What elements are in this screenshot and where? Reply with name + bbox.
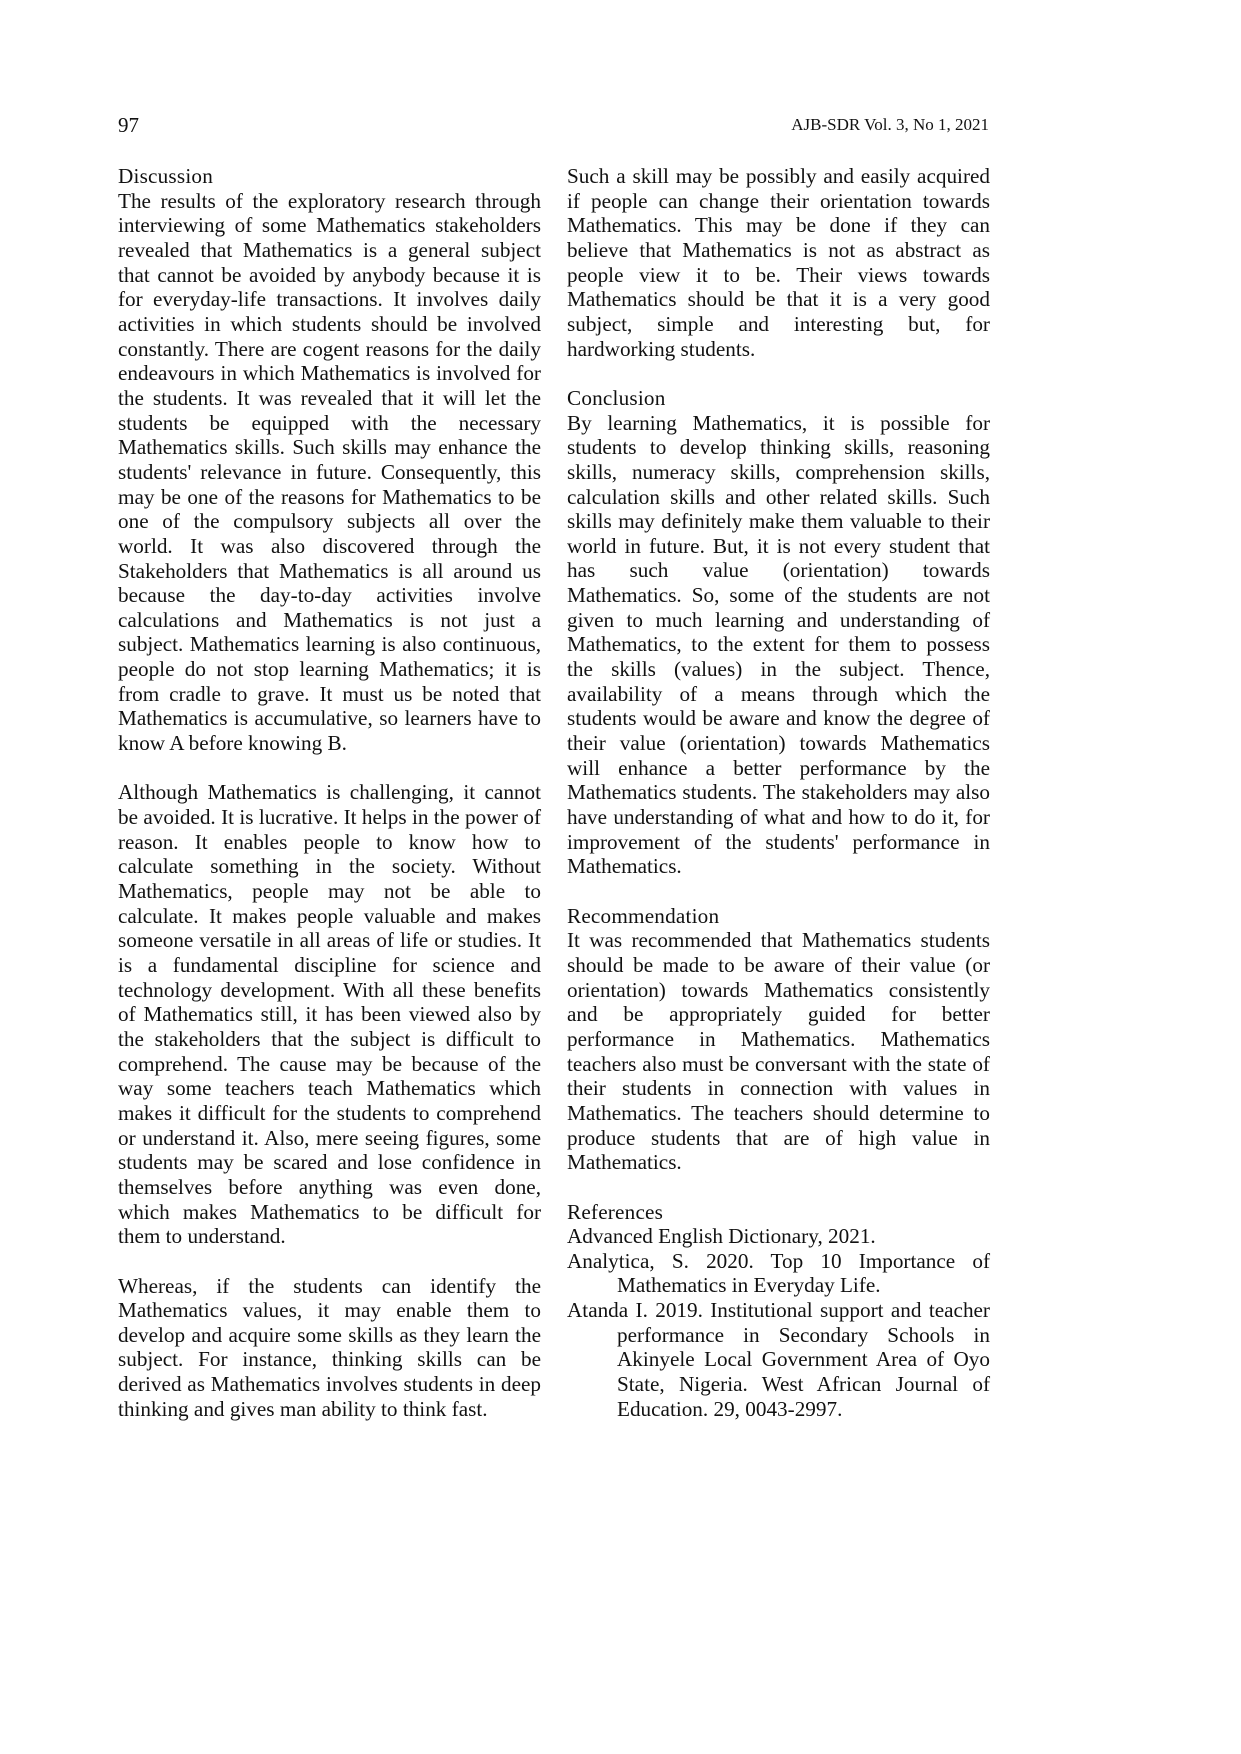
paragraph-gap	[567, 361, 990, 386]
reference-list	[567, 1224, 990, 1421]
discussion-paragraph: Although Mathematics is challenging, it cannot be avoided. It is lucrative. It helps in the power of reason. It enables people to know how to calculate something in the society. Without Mathematics, people may not be able to calculate. It makes people valuable and makes someone versatile in all areas of life or studies. It is a fundamental discipline for science and technology development. With all these benefits of Mathematics still, it has been viewed also by the stakeholders that the subject is difficult to comprehend. The cause may be because of the way some teachers teach Mathematics which makes it difficult for the students to comprehend or understand it. Also, mere seeing figures, some students may be scared and lose confidence in themselves before anything was even done, which makes Mathematics to be difficult for them to understand.	[118, 780, 541, 1249]
recommendation-paragraph: It was recommended that Mathematics students should be made to be aware of their value (or orientation) towards Mathematics consistently and be appropriately guided for better performance in Mathematics. Mathematics teachers also must be conversant with the state of their students in connection with values in Mathematics. The teachers should determine to produce students that are of high value in Mathematics.	[567, 928, 990, 1175]
discussion-paragraph: Whereas, if the students can identify the Mathematics values, it may enable them to develop and acquire some skills as they learn the subject. For instance, thinking skills can be derived as Mathematics involves students in deep thinking and gives man ability to think fast.	[118, 1273, 541, 1421]
discussion-heading: Discussion	[118, 164, 213, 188]
right-column	[567, 164, 990, 1421]
references-heading: References	[567, 1199, 664, 1224]
paragraph-gap	[118, 1249, 541, 1274]
recommendation-heading: Recommendation	[567, 903, 720, 928]
paragraph-gap	[118, 756, 541, 781]
running-head: AJB-SDR Vol. 3, No 1, 2021	[791, 115, 989, 134]
discussion-paragraph: Such a skill may be possibly and easily acquired if people can change their orientation towards Mathematics. This may be done if they can believe that Mathematics is not as abstract as people view it to be. Their views towards Mathematics should be that it is a very good subject, simple and interesting but, for hardworking students.	[567, 164, 990, 361]
reference-item: Advanced English Dictionary, 2021.	[567, 1224, 876, 1249]
reference-item: Analytica, S. 2020. Top 10 Importance of Mathematics in Everyday Life.	[567, 1248, 990, 1298]
discussion-paragraph: The results of the exploratory research through interviewing of some Mathematics stakeholders revealed that Mathematics is a general subject that cannot be avoided by anybody because it is for everyday-life transactions. It involves daily activities in which students should be involved constantly. There are cogent reasons for the daily endeavours in which Mathematics is involved for the students. It was revealed that it will let the students be equipped with the necessary Mathematics skills. Such skills may enhance the students' relevance in future. Consequently, this may be one of the reasons for Mathematics to be one of the compulsory subjects all over the world. It was also discovered through the Stakeholders that Mathematics is all around us because the day-to-day activities involve calculations and Mathematics is not just a subject. Mathematics learning is also continuous, people do not stop learning Mathematics; it is from cradle to grave. It must us be noted that Mathematics is accumulative, so learners have to know A before knowing B.	[118, 188, 541, 756]
paragraph-gap	[567, 879, 990, 904]
conclusion-paragraph: By learning Mathematics, it is possible for students to develop thinking skills, reasoning skills, numeracy skills, comprehension skills, calculation skills and other related skills. Such skills may definitely make them valuable to their world in future. But, it is not every student that has such value (orientation) towards Mathematics. So, some of the students are not given to much learning and understanding of Mathematics, to the extent for them to possess the skills (values) in the subject. Thence, availability of a means through which the students would be aware and know the degree of their value (orientation) towards Mathematics will enhance a better performance by the Mathematics students. The stakeholders may also have understanding of what and how to do it, for improvement of the students' performance in Mathematics.	[567, 410, 990, 879]
reference-item: Atanda I. 2019. Institutional support and teacher performance in Secondary Schools in Akinyele Local Government Area of Oyo State, Nigeria. West African Journal of Education. 29, 0043-2997.	[567, 1298, 990, 1421]
paragraph-gap	[567, 1175, 990, 1200]
left-column	[118, 164, 541, 1421]
page-number: 97	[118, 113, 139, 137]
conclusion-heading: Conclusion	[567, 385, 666, 410]
